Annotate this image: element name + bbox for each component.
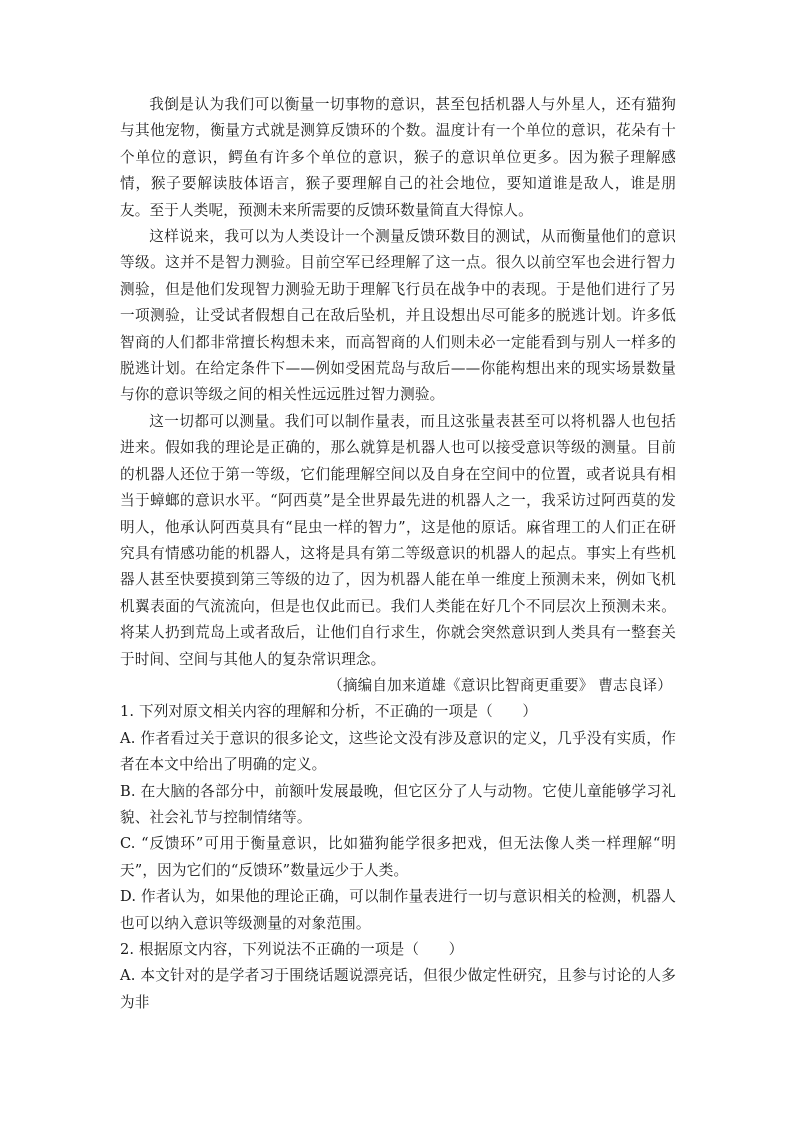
question-option: B. 在大脑的各部分中，前额叶发展最晚，但它区分了人与动物。它使儿童能够学习礼貌、社会礼节与控制情绪等。: [120, 782, 676, 826]
question-stem: 1. 下列对原文相关内容的理解和分析，不正确的一项是（ ）: [120, 703, 538, 721]
question-option: D. 作者认为，如果他的理论正确，可以制作量表进行一切与意识相关的检测，机器人也可以纳入意识等级测量的对象范围。: [120, 888, 676, 932]
article-paragraph: 我倒是认为我们可以衡量一切事物的意识，甚至包括机器人与外星人，还有猫狗与其他宠物，衡量方式就是测算反馈环的个数。温度计有一个单位的意识，花朵有十个单位的意识，鳄鱼有许多个单位的意识，猴子的意识单位更多。因为猴子理解感情，猴子要解读肢体语言，猴子要理解自己的社会地位，要知道谁是敌人，谁是朋友。至于人类呢，预测未来所需要的反馈环数量简直大得惊人。: [120, 96, 676, 219]
document-body: [120, 92, 676, 1016]
question-option: A. 作者看过关于意识的很多论文，这些论文没有涉及意识的定义，几乎没有实质，作者在本文中给出了明确的定义。: [120, 729, 676, 774]
question-option: C. “反馈环”可用于衡量意识，比如猫狗能学很多把戏，但无法像人类一样理解“明天”，因为它们的“反馈环”数量远少于人类。: [120, 835, 676, 879]
question-stem: 2. 根据原文内容，下列说法不正确的一项是（ ）: [120, 941, 464, 958]
source-attribution: （摘编自加来道雄《意识比智商更重要》 曹志良译）: [328, 676, 672, 694]
question-option: A. 本文针对的是学者习于围绕话题说漂亮话，但很少做定性研究，且参与讨论的人多为非: [120, 967, 676, 1011]
article-paragraph: 这一切都可以测量。我们可以制作量表，而且这张量表甚至可以将机器人也包括进来。假如我的理论是正确的，那么就算是机器人也可以接受意识等级的测量。目前的机器人还位于第一等级，它们能理解空间以及自身在空间中的位置，或者说具有相当于蟑螂的意识水平。“阿西莫”是全世界最先进的机器人之一，我采访过阿西莫的发明人，他承认阿西莫具有“昆虫一样的智力”，这是他的原话。麻省理工的人们正在研究具有情感功能的机器人，这将是具有第二等级意识的机器人的起点。事实上有些机器人甚至快要摸到第三等级的边了，因为机器人能在单一维度上预测未来，例如飞机机翼表面的气流流向，但是也仅此而已。我们人类能在好几个不同层次上预测未来。将某人扔到荒岛上或者敌后，让他们自行求生，你就会突然意识到人类具有一整套关于时间、空间与其他人的复杂常识理念。: [120, 412, 676, 668]
article-paragraph: 这样说来，我可以为人类设计一个测量反馈环数目的测试，从而衡量他们的意识等级。这并不是智力测验。目前空军已经理解了这一点。很久以前空军也会进行智力测验，但是他们发现智力测验无助于理解飞行员在战争中的表现。于是他们进行了另一项测验，让受试者假想自己在敌后坠机，并且设想出尽可能多的脱逃计划。许多低智商的人们都非常擅长构想未来，而高智商的人们则未必一定能看到与别人一样多的脱逃计划。在给定条件下——例如受困荒岛与敌后——你能构想出来的现实场景数量与你的意识等级之间的相关性远远胜过智力测验。: [120, 228, 676, 404]
